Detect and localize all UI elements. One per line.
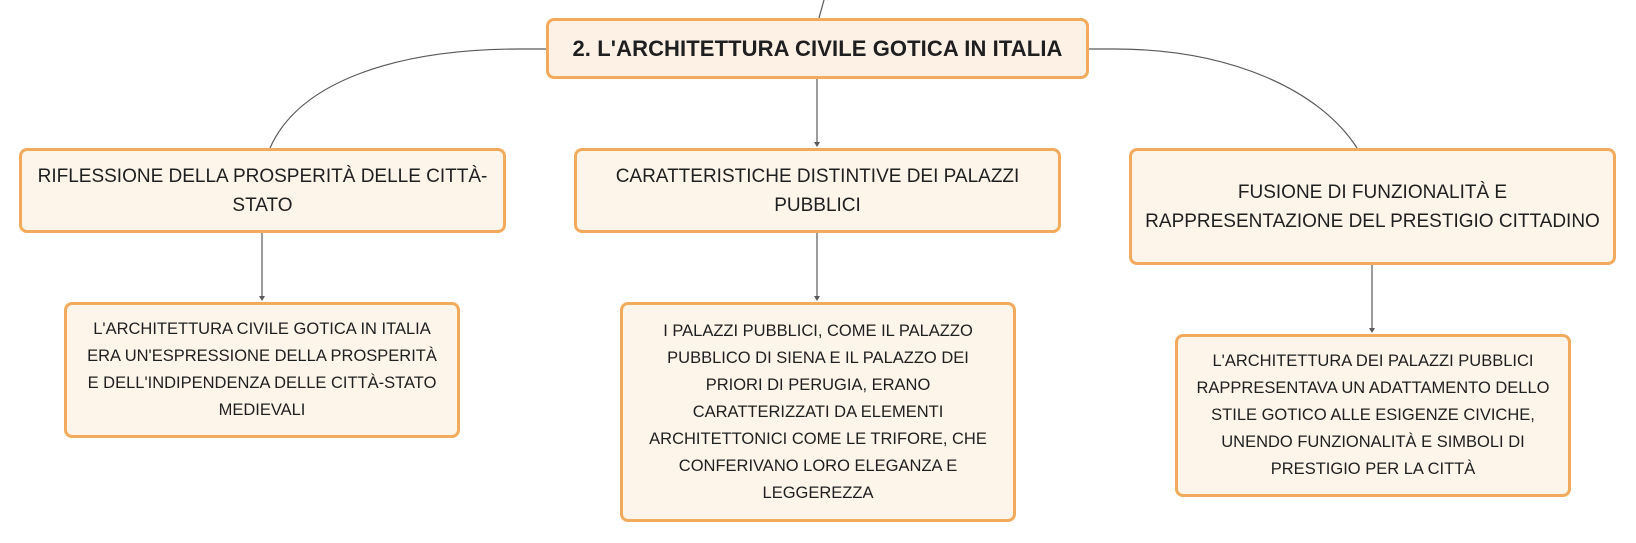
branch-topic-label: RIFLESSIONE DELLA PROSPERITÀ DELLE CITTÀ-STATO xyxy=(37,165,488,216)
root-topic-title: 2. L'ARCHITETTURA CIVILE GOTICA IN ITALIA xyxy=(572,35,1063,61)
leaf-topic-text: L'ARCHITETTURA DEI PALAZZI PUBBLICI RAPPRESENTAVA UN ADATTAMENTO DELLO STILE GOTICO ALLE ESIGENZE CIVICHE, UNENDO FUNZIONALITÀ E SIMBOLI DI PRESTIGIO PER LA CITTÀ xyxy=(1196,352,1550,478)
branch-topic-label: CARATTERISTICHE DISTINTIVE DEI PALAZZI PUBBLICI xyxy=(615,165,1020,216)
leaf-topic-prestige-detail[interactable] xyxy=(1175,334,1571,497)
leaf-topic-text: I PALAZZI PUBBLICI, COME IL PALAZZO PUBBLICO DI SIENA E IL PALAZZO DEI PRIORI DI PERUGIA, ERANO CARATTERIZZATI DA ELEMENTI ARCHITETTONICI COME LE TRIFORE, CHE CONFERIVANO LORO ELEGANZA E LEGGEREZZA xyxy=(649,321,987,502)
branch-topic-prosperity[interactable] xyxy=(19,148,506,233)
arrowhead xyxy=(814,296,820,301)
leaf-topic-text: L'ARCHITETTURA CIVILE GOTICA IN ITALIA ERA UN'ESPRESSIONE DELLA PROSPERITÀ E DELL'INDIPENDENZA DELLE CITTÀ-STATO MEDIEVALI xyxy=(87,320,437,419)
arrowhead xyxy=(1369,328,1375,333)
root-topic-node[interactable] xyxy=(546,18,1089,79)
branch-topic-label: FUSIONE DI FUNZIONALITÀ E RAPPRESENTAZIONE DEL PRESTIGIO CITTADINO xyxy=(1145,181,1600,232)
branch-topic-functionality-prestige[interactable] xyxy=(1129,148,1616,265)
leaf-topic-palazzi-detail[interactable] xyxy=(620,302,1016,522)
leaf-topic-prosperity-detail[interactable] xyxy=(64,302,460,438)
connector-parent-to-root xyxy=(819,0,824,18)
arrowhead xyxy=(259,296,265,301)
connector-root-to-branch-3 xyxy=(1089,49,1357,148)
branch-topic-palazzi-features[interactable] xyxy=(574,148,1061,233)
arrowhead xyxy=(814,142,820,147)
connector-root-to-branch-1 xyxy=(270,49,546,148)
